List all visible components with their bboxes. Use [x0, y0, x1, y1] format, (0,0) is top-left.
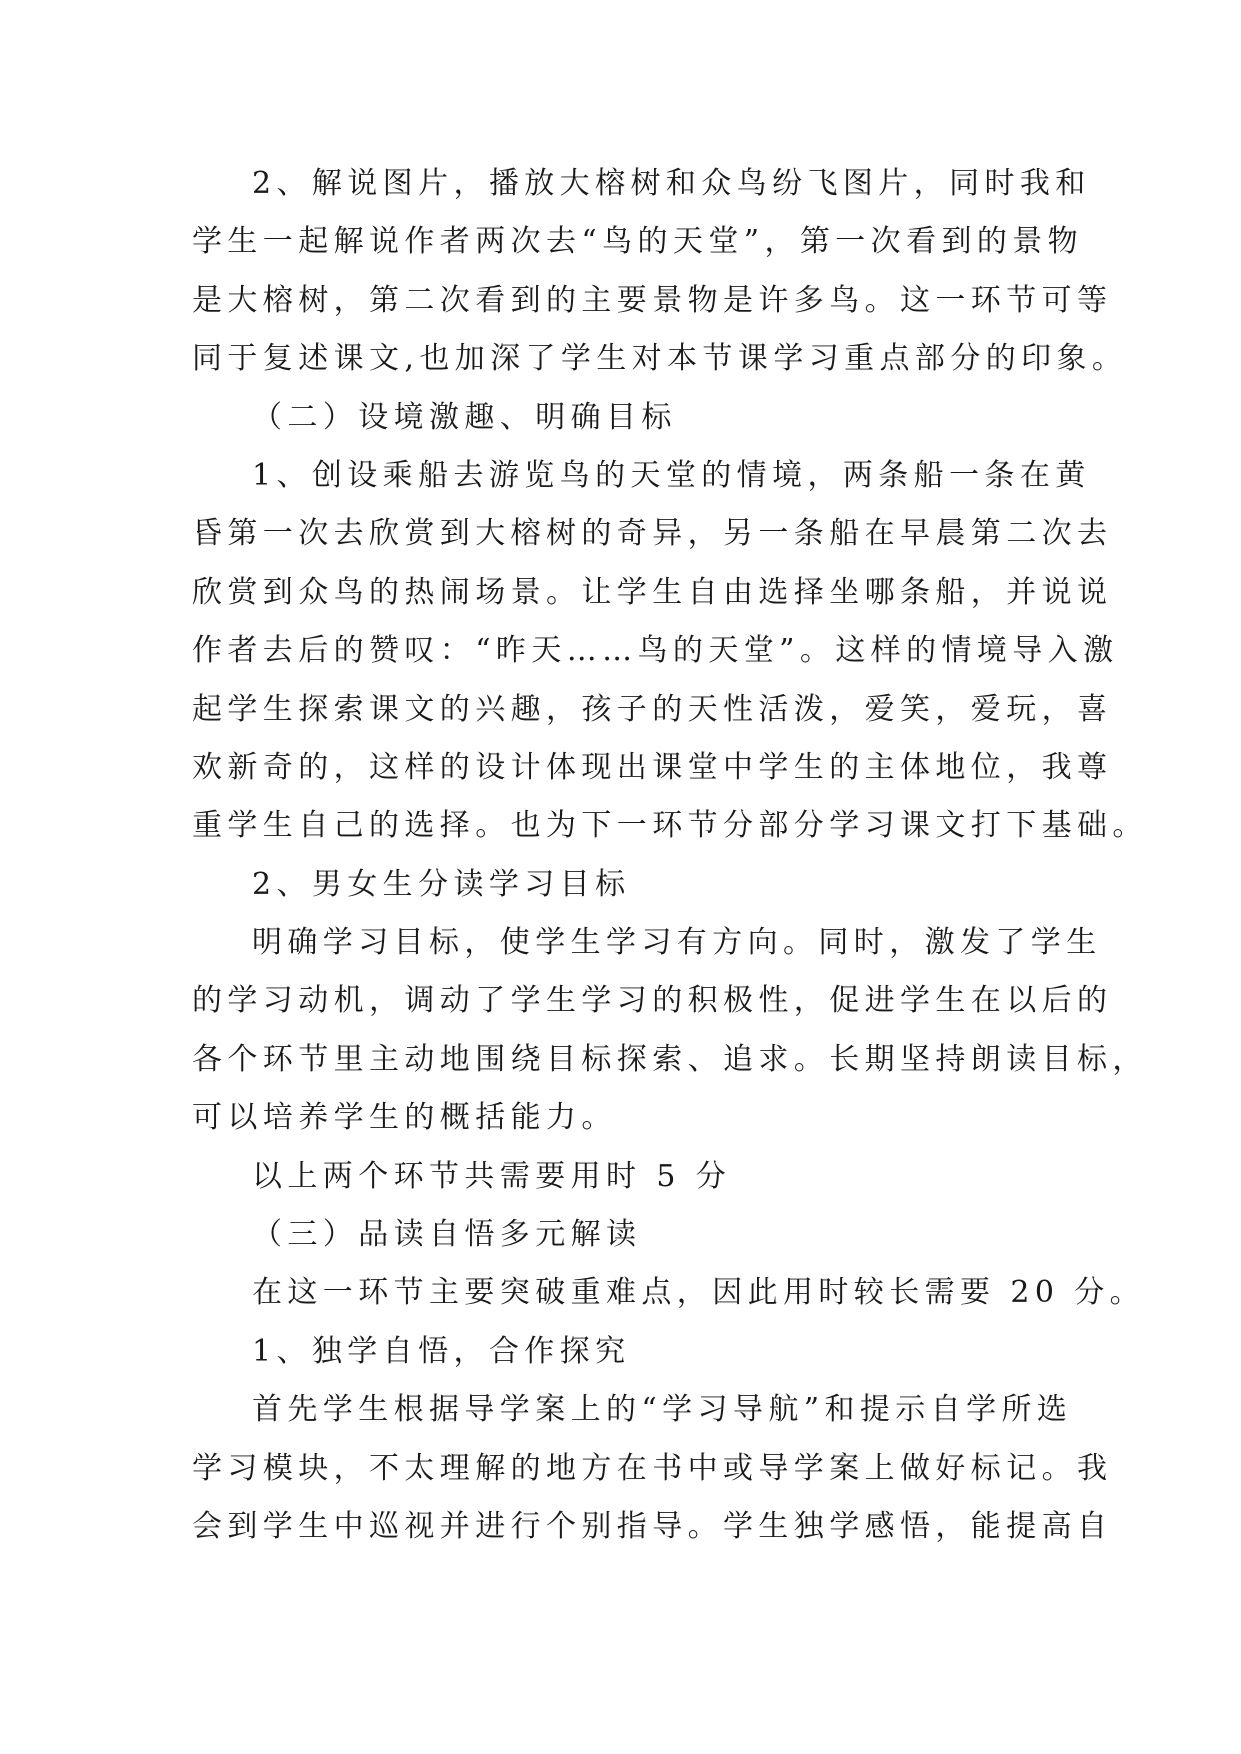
text-line: 作者去后的赞叹：“昨天……鸟的天堂”。这样的情境导入激 [192, 633, 1119, 669]
text-line: 的学习动机，调动了学生学习的积极性，促进学生在以后的 [192, 983, 1113, 1019]
text-line: 欣赏到众鸟的热闹场景。让学生自由选择坐哪条船，并说说 [192, 574, 1113, 610]
text-line: 首先学生根据导学案上的“学习导航”和提示自学所选 [252, 1392, 1073, 1428]
text-line: 重学生自己的选择。也为下一环节分部分学习课文打下基础。 [192, 808, 1148, 844]
text-line: 同于复述课文,也加深了学生对本节课学习重点部分的印象。 [192, 341, 1128, 377]
text-line: 是大榕树，第二次看到的主要景物是许多鸟。这一环节可等 [192, 282, 1113, 318]
subheading: 2、男女生分读学习目标 [252, 866, 631, 902]
section-heading: （二）设境激趣、明确目标 [252, 399, 677, 435]
text-line: 会到学生中巡视并进行个别指导。学生独学感悟，能提高自 [192, 1508, 1113, 1544]
text-line: 各个环节里主动地围绕目标探索、追求。长期坚持朗读目标， [192, 1041, 1148, 1077]
text-line: 以上两个环节共需要用时 5 分 [252, 1158, 732, 1194]
subheading: 1、独学自悟，合作探究 [252, 1333, 631, 1369]
text-line: 2、解说图片，播放大榕树和众鸟纷飞图片，同时我和 [252, 166, 1091, 201]
text-line: 起学生探索课文的兴趣，孩子的天性活泼，爱笑，爱玩，喜 [192, 691, 1113, 727]
section-heading: （三）品读自悟多元解读 [252, 1217, 642, 1253]
document-body [192, 155, 1148, 1556]
text-line: 昏第一次去欣赏到大榕树的奇异，另一条船在早晨第二次去 [192, 516, 1113, 552]
text-line: 欢新奇的，这样的设计体现出课堂中学生的主体地位，我尊 [192, 749, 1113, 785]
text-line: 1、创设乘船去游览鸟的天堂的情境，两条船一条在黄 [252, 457, 1091, 493]
text-line: 在这一环节主要突破重难点，因此用时较长需要 20 分。 [252, 1275, 1146, 1311]
text-line: 学生一起解说作者两次去“鸟的天堂”，第一次看到的景物 [192, 224, 1084, 260]
text-line: 明确学习目标，使学生学习有方向。同时，激发了学生 [252, 925, 1102, 961]
text-line: 学习模块，不太理解的地方在书中或导学案上做好标记。我 [192, 1450, 1113, 1486]
text-line: 可以培养学生的概括能力。 [192, 1100, 617, 1136]
